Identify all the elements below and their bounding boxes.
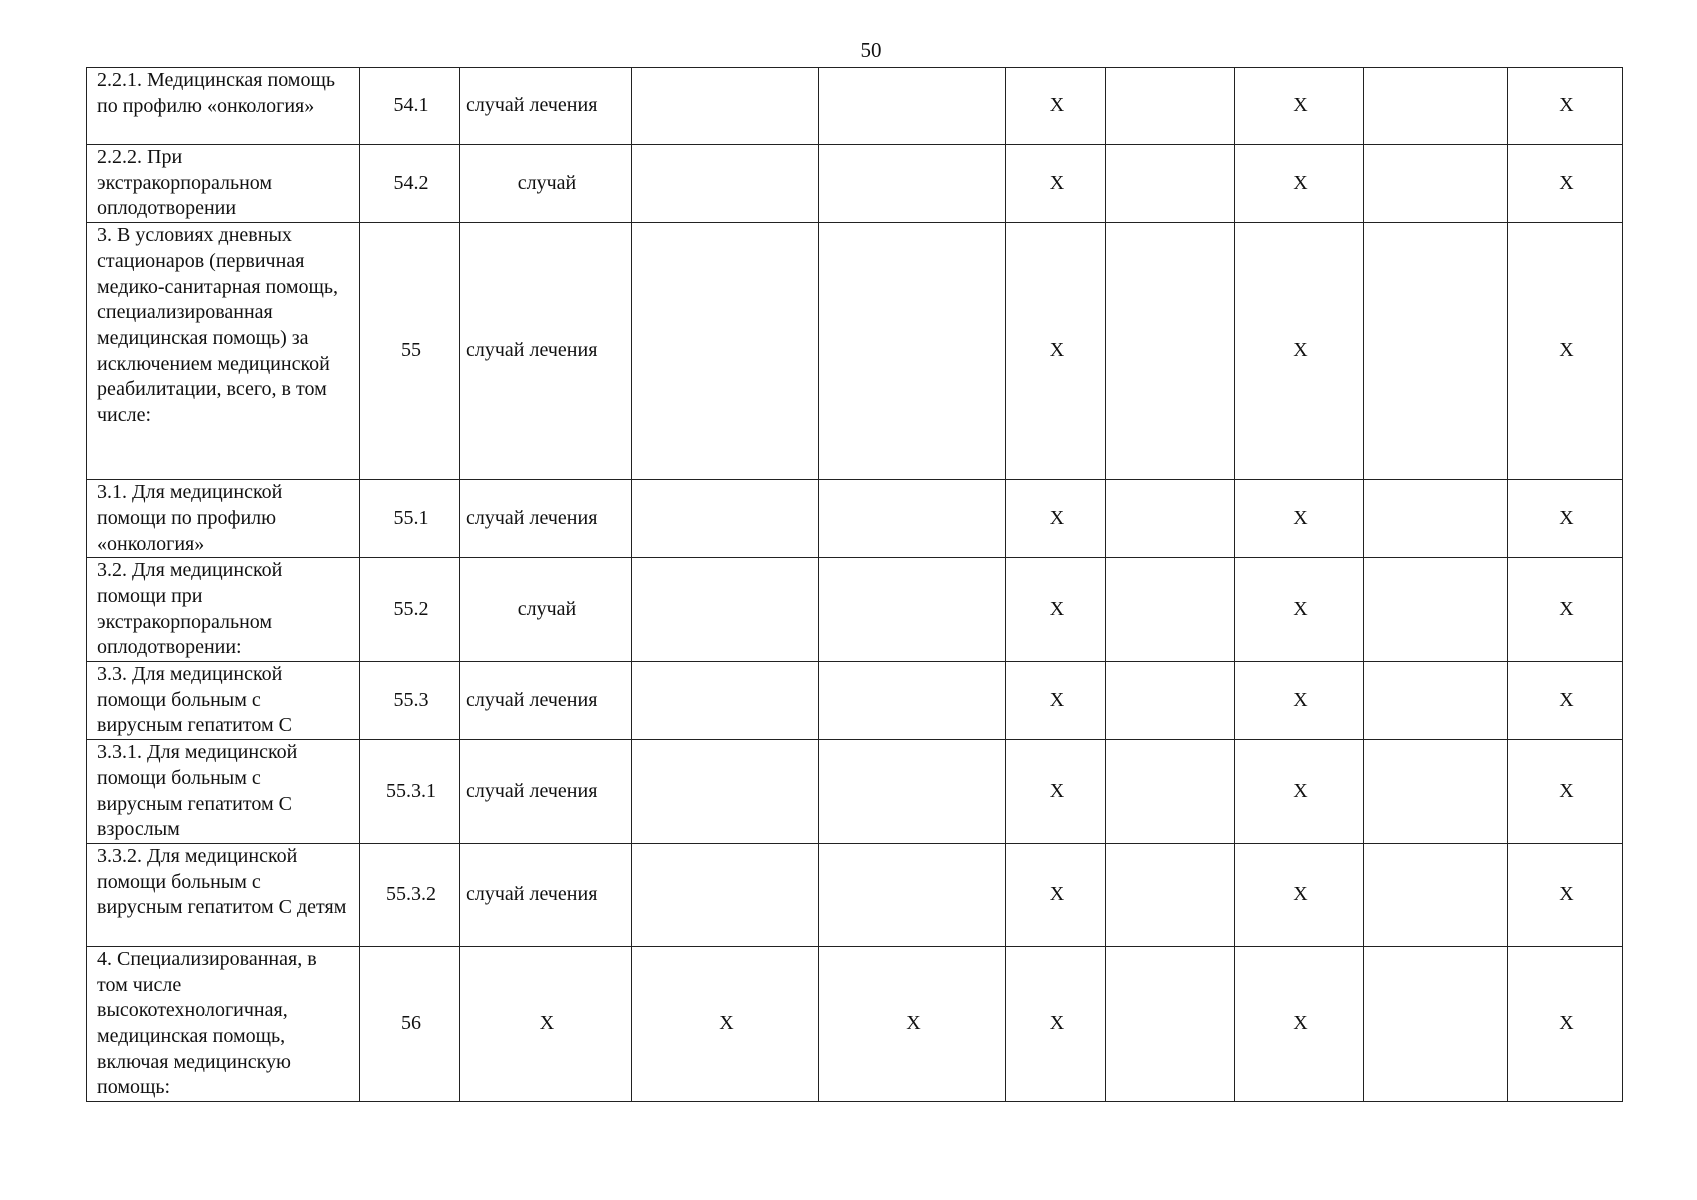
value-cell: X: [1235, 843, 1364, 946]
value-cell: X: [1006, 145, 1106, 223]
value-cell: X: [632, 946, 819, 1101]
value-cell: X: [1006, 662, 1106, 740]
row-unit-cell: X: [460, 946, 632, 1101]
row-unit-cell: случай лечения: [460, 480, 632, 558]
value-cell: [1364, 558, 1508, 662]
value-cell: [1106, 145, 1235, 223]
row-code-cell: 55.1: [360, 480, 460, 558]
row-code-cell: 54.2: [360, 145, 460, 223]
value-cell: X: [1235, 145, 1364, 223]
value-cell: [1364, 145, 1508, 223]
value-cell: [632, 740, 819, 844]
row-name-cell: 3.3.2. Для медицинской помощи больным с вирусным гепатитом С детям: [87, 843, 360, 946]
value-cell: [1106, 843, 1235, 946]
value-cell: [1106, 946, 1235, 1101]
value-cell: [1364, 946, 1508, 1101]
value-cell: [819, 740, 1006, 844]
value-cell: [1364, 843, 1508, 946]
value-cell: [1106, 740, 1235, 844]
value-cell: X: [1508, 68, 1623, 145]
value-cell: [632, 145, 819, 223]
value-cell: [1364, 662, 1508, 740]
row-name-cell: 3.3. Для медицинской помощи больным с вирусным гепатитом С: [87, 662, 360, 740]
value-cell: X: [1508, 843, 1623, 946]
row-unit-cell: случай лечения: [460, 223, 632, 480]
table-row: [87, 145, 1623, 223]
value-cell: [632, 662, 819, 740]
row-name-cell: 2.2.2. При экстракорпоральном оплодотворении: [87, 145, 360, 223]
value-cell: [1106, 558, 1235, 662]
page-number: 50: [860, 38, 882, 62]
value-cell: X: [1006, 843, 1106, 946]
value-cell: [819, 68, 1006, 145]
table-row: [87, 946, 1623, 1101]
table-row: [87, 223, 1623, 480]
row-code-cell: 55.3: [360, 662, 460, 740]
value-cell: [1106, 68, 1235, 145]
value-cell: X: [1508, 145, 1623, 223]
row-code-cell: 55.3.1: [360, 740, 460, 844]
value-cell: X: [1508, 480, 1623, 558]
value-cell: X: [1235, 946, 1364, 1101]
value-cell: [1106, 662, 1235, 740]
value-cell: [819, 558, 1006, 662]
value-cell: X: [1508, 223, 1623, 480]
value-cell: X: [1508, 662, 1623, 740]
value-cell: [632, 480, 819, 558]
row-name-cell: 3.2. Для медицинской помощи при экстракорпоральном оплодотворении:: [87, 558, 360, 662]
value-cell: X: [1508, 946, 1623, 1101]
row-unit-cell: случай лечения: [460, 68, 632, 145]
value-cell: X: [1006, 68, 1106, 145]
value-cell: [632, 223, 819, 480]
value-cell: [819, 480, 1006, 558]
table-row: [87, 480, 1623, 558]
value-cell: X: [819, 946, 1006, 1101]
value-cell: [819, 223, 1006, 480]
value-cell: X: [1006, 946, 1106, 1101]
value-cell: X: [1235, 480, 1364, 558]
row-code-cell: 55.3.2: [360, 843, 460, 946]
value-cell: [819, 843, 1006, 946]
value-cell: [819, 662, 1006, 740]
value-cell: X: [1006, 223, 1106, 480]
row-name-cell: 3.1. Для медицинской помощи по профилю «онкология»: [87, 480, 360, 558]
value-cell: X: [1508, 558, 1623, 662]
row-name-cell: 3. В условиях дневных стационаров (первичная медико-санитарная помощь, специализированная медицинская помощь) за исключением медицинской реабилитации, всего, в том числе:: [87, 223, 360, 480]
value-cell: [1364, 68, 1508, 145]
value-cell: X: [1235, 740, 1364, 844]
data-table: [86, 67, 1623, 1102]
row-unit-cell: случай лечения: [460, 740, 632, 844]
table-row: [87, 740, 1623, 844]
value-cell: [632, 558, 819, 662]
table-row: [87, 843, 1623, 946]
value-cell: X: [1235, 68, 1364, 145]
row-unit-cell: случай: [460, 145, 632, 223]
row-unit-cell: случай лечения: [460, 843, 632, 946]
value-cell: [632, 843, 819, 946]
value-cell: [1106, 223, 1235, 480]
row-name-cell: 3.3.1. Для медицинской помощи больным с вирусным гепатитом С взрослым: [87, 740, 360, 844]
row-unit-cell: случай: [460, 558, 632, 662]
value-cell: [1106, 480, 1235, 558]
table-row: [87, 68, 1623, 145]
value-cell: X: [1508, 740, 1623, 844]
value-cell: [1364, 223, 1508, 480]
table-row: [87, 662, 1623, 740]
value-cell: X: [1235, 558, 1364, 662]
value-cell: [819, 145, 1006, 223]
value-cell: X: [1006, 558, 1106, 662]
row-code-cell: 55.2: [360, 558, 460, 662]
value-cell: X: [1235, 662, 1364, 740]
row-name-cell: 2.2.1. Медицинская помощь по профилю «онкология»: [87, 68, 360, 145]
row-code-cell: 56: [360, 946, 460, 1101]
value-cell: [632, 68, 819, 145]
value-cell: [1364, 480, 1508, 558]
row-code-cell: 54.1: [360, 68, 460, 145]
value-cell: X: [1235, 223, 1364, 480]
table-row: [87, 558, 1623, 662]
row-code-cell: 55: [360, 223, 460, 480]
row-unit-cell: случай лечения: [460, 662, 632, 740]
value-cell: X: [1006, 740, 1106, 844]
value-cell: X: [1006, 480, 1106, 558]
row-name-cell: 4. Специализированная, в том числе высокотехнологичная, медицинская помощь, включая медицинскую помощь:: [87, 946, 360, 1101]
value-cell: [1364, 740, 1508, 844]
